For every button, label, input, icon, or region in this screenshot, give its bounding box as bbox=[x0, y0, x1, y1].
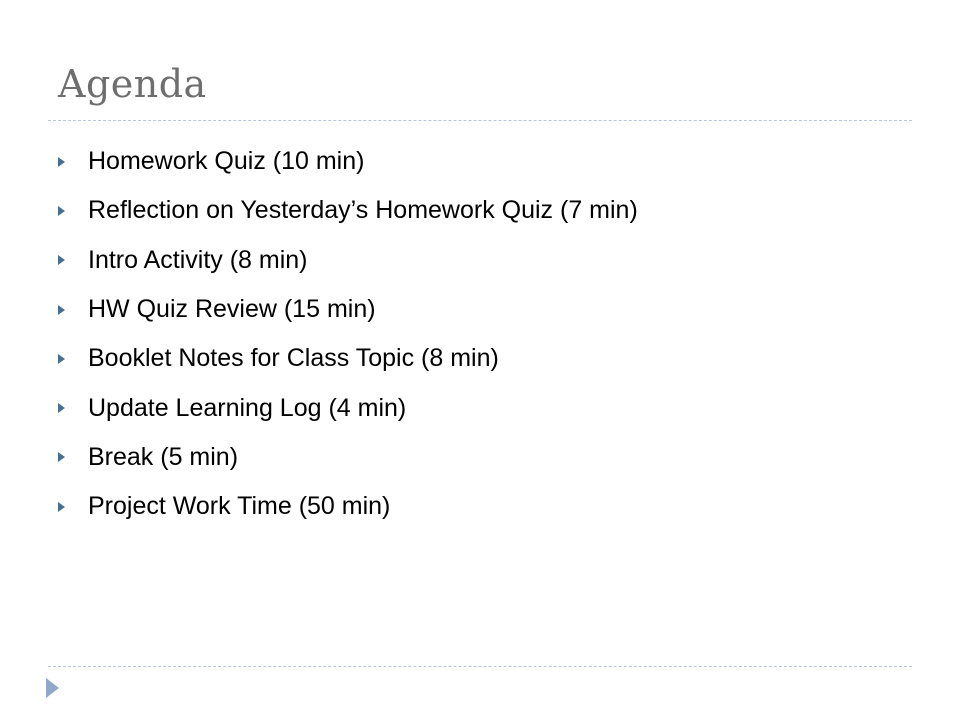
list-item bbox=[58, 334, 638, 383]
triangle-bullet-icon bbox=[58, 452, 65, 462]
triangle-bullet-icon bbox=[58, 403, 65, 413]
list-item-label: Update Learning Log (4 min) bbox=[88, 393, 407, 422]
list-item bbox=[58, 236, 638, 285]
list-item-label: Reflection on Yesterday’s Homework Quiz (7 min) bbox=[88, 196, 638, 225]
title-divider bbox=[48, 120, 912, 121]
list-item bbox=[58, 383, 638, 432]
agenda-list bbox=[58, 137, 638, 531]
triangle-bullet-icon bbox=[58, 502, 65, 512]
list-item bbox=[58, 137, 638, 186]
list-item-label: Break (5 min) bbox=[88, 442, 239, 471]
list-item-label: Homework Quiz (10 min) bbox=[88, 147, 365, 176]
list-item-label: Intro Activity (8 min) bbox=[88, 245, 308, 274]
list-item-label: HW Quiz Review (15 min) bbox=[88, 295, 376, 324]
triangle-bullet-icon bbox=[58, 354, 65, 364]
triangle-bullet-icon bbox=[58, 255, 65, 265]
list-item bbox=[58, 285, 638, 334]
corner-arrow-icon bbox=[46, 678, 59, 698]
triangle-bullet-icon bbox=[58, 305, 65, 315]
list-item-label: Project Work Time (50 min) bbox=[88, 492, 391, 521]
list-item bbox=[58, 482, 638, 531]
slide-title: Agenda bbox=[58, 62, 207, 106]
footer-divider bbox=[48, 666, 912, 667]
list-item bbox=[58, 186, 638, 235]
triangle-bullet-icon bbox=[58, 206, 65, 216]
list-item-label: Booklet Notes for Class Topic (8 min) bbox=[88, 344, 499, 373]
list-item bbox=[58, 433, 638, 482]
triangle-bullet-icon bbox=[58, 157, 65, 167]
